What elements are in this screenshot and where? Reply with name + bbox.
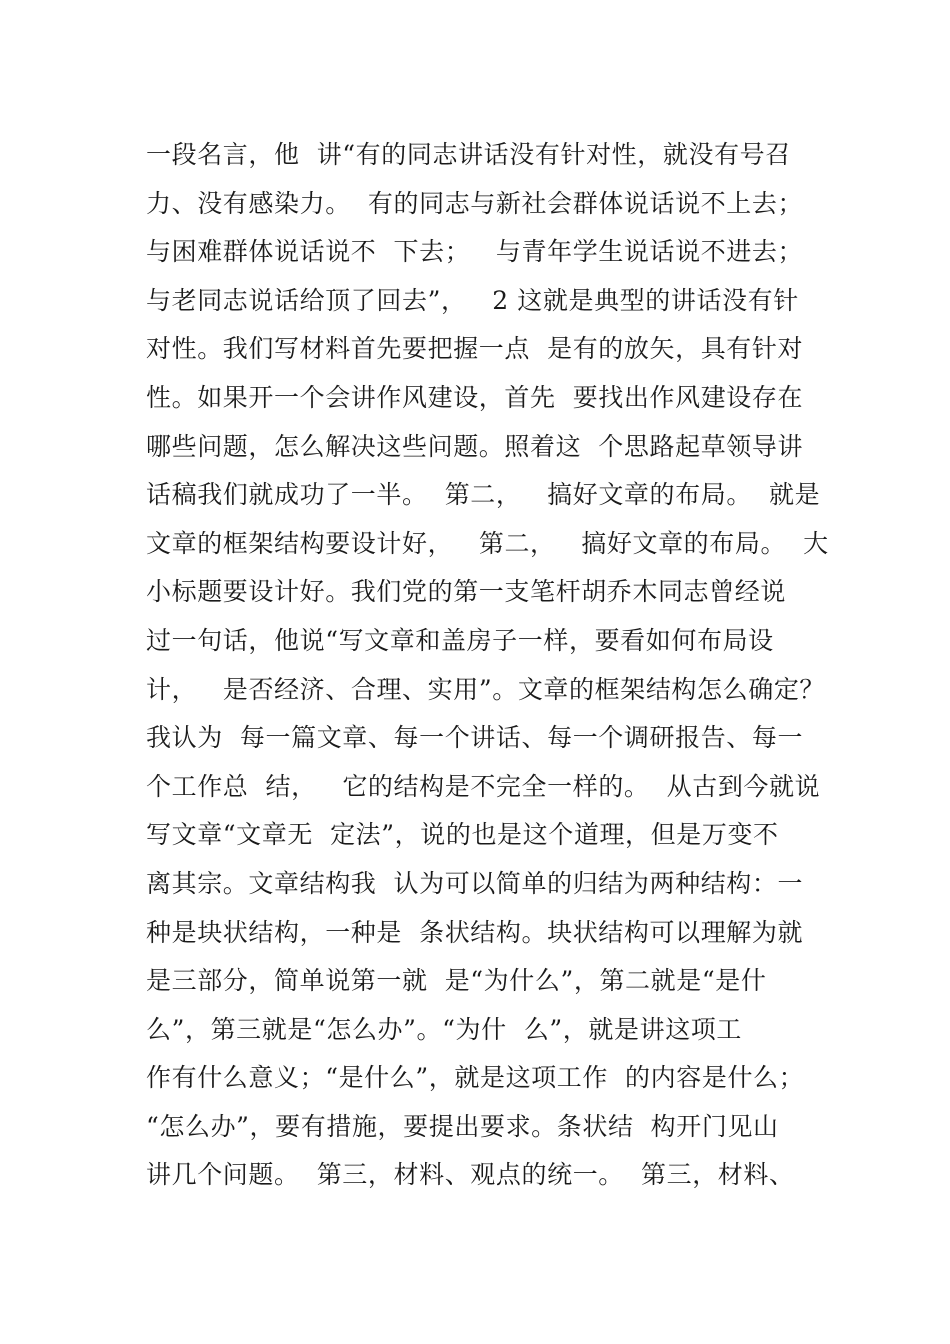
text-line-2: 力、没有感染力。 有的同志与新社会群体说话说不上去； <box>146 188 804 218</box>
text-line-4: 与老同志说话给顶了回去”， 2 这就是典型的讲话没有针 <box>146 285 799 315</box>
body-text <box>146 131 846 1200</box>
text-line-8: 话稿我们就成功了一半。 第二， 搞好文章的布局。 就是 <box>146 480 821 510</box>
text-line-5: 对性。我们写材料首先要把握一点 是有的放矢，具有针对 <box>146 334 804 364</box>
text-line-12: 计， 是否经济、合理、实用”。文章的框架结构怎么确定？ <box>146 674 826 704</box>
text-line-16: 离其宗。文章结构我 认为可以简单的归结为两种结构：一 <box>146 868 804 898</box>
text-line-18: 是三部分，简单说第一就 是“为什么”，第二就是“是什 <box>146 966 767 996</box>
text-line-14: 个工作总 结， 它的结构是不完全一样的。 从古到今就说 <box>146 771 821 801</box>
text-line-10: 小标题要设计好。我们党的第一支笔杆胡乔木同志曾经说 <box>146 577 787 607</box>
text-line-11: 过一句话，他说“写文章和盖房子一样，要看如何布局设 <box>146 625 774 655</box>
text-line-17: 种是块状结构，一种是 条状结构。块状结构可以理解为就 <box>146 917 804 947</box>
text-line-7: 哪些问题，怎么解决这些问题。照着这 个思路起草领导讲 <box>146 431 804 461</box>
text-line-22: 讲几个问题。 第三，材料、观点的统一。 第三，材料、 <box>146 1160 795 1190</box>
text-line-9: 文章的框架结构要设计好， 第二， 搞好文章的布局。 大 <box>146 528 829 558</box>
text-line-20: 作有什么意义；“是什么”，就是这项工作 的内容是什么； <box>146 1063 805 1093</box>
text-line-19: 么”，第三就是“怎么办”。“为什 么”，就是讲这项工 <box>146 1014 742 1044</box>
text-line-1: 一段名言，他 讲“有的同志讲话没有针对性，就没有号召 <box>146 140 791 169</box>
text-line-13: 我认为 每一篇文章、每一个讲话、每一个调研报告、每一 <box>146 723 804 753</box>
text-line-6: 性。如果开一个会讲作风建设，首先 要找出作风建设存在 <box>146 382 804 412</box>
text-line-21: “怎么办”，要有措施，要提出要求。条状结 构开门见山 <box>146 1111 779 1141</box>
text-line-15: 写文章“文章无 定法”，说的也是这个道理，但是万变不 <box>146 820 779 850</box>
text-line-3: 与困难群体说话说不 下去； 与青年学生说话说不进去； <box>146 237 804 267</box>
